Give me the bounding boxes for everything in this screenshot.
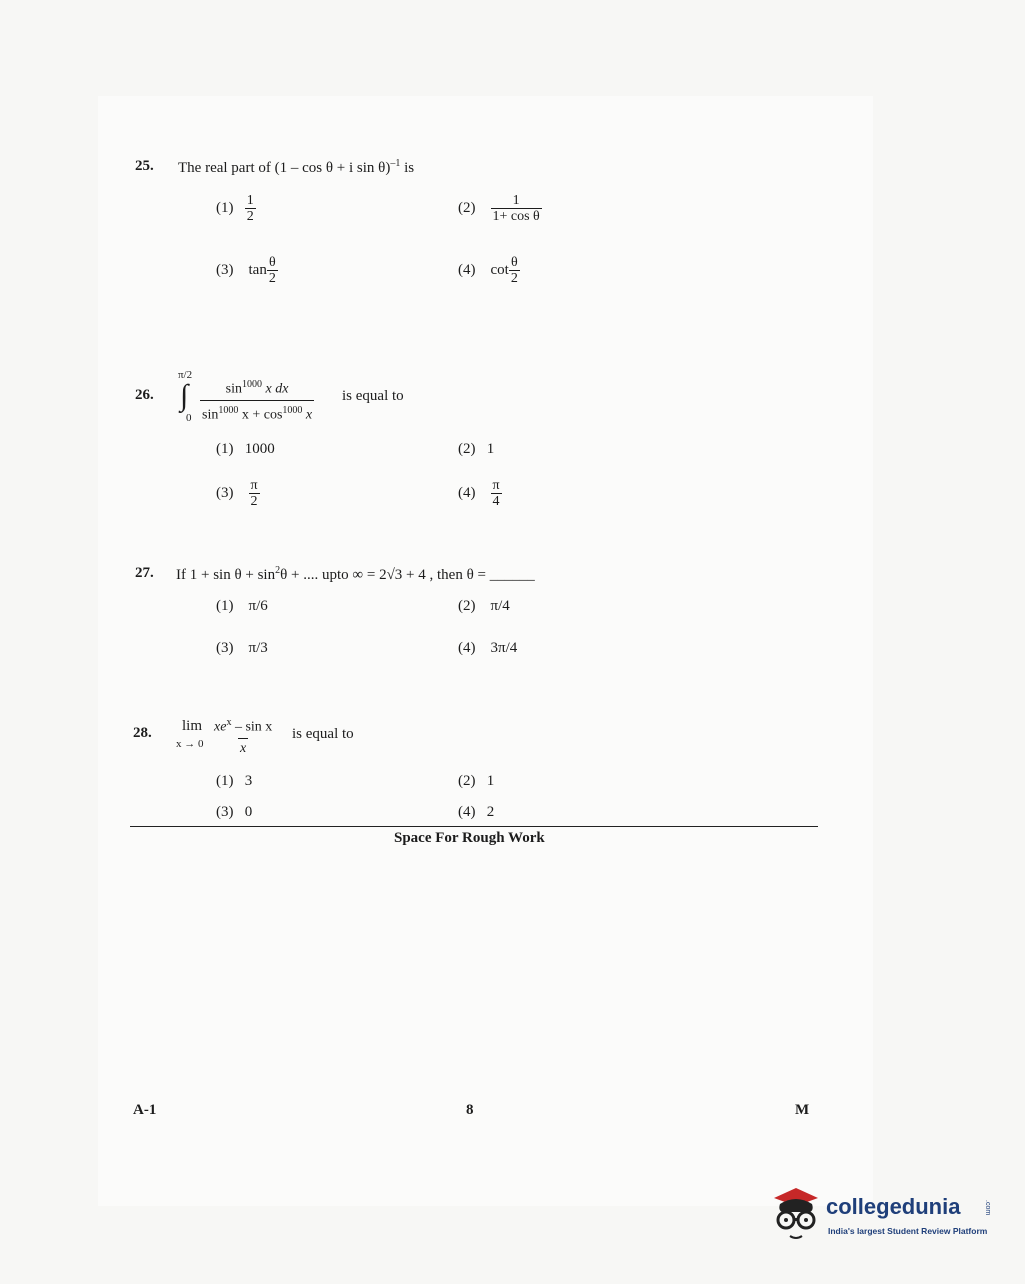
fraction: $\frac{\theta}{2}$ (510, 255, 518, 286)
option-3 (216, 640, 268, 657)
option-2 (458, 773, 494, 790)
question-number: 26. (135, 387, 154, 403)
option-1 (216, 441, 275, 458)
option-value: π/3 (248, 640, 268, 656)
option-value: 1 (486, 441, 495, 457)
option-label: (1) (216, 441, 234, 457)
logo-name: collegedunia (826, 1194, 961, 1219)
stem-text-end: is (400, 160, 415, 176)
question-number: 27. (135, 565, 154, 581)
question-stem: If $1 + \sin \theta + \sin^2\theta$ + .... upto ∞ = 2√3 + 4 , then θ = ______ (176, 565, 535, 583)
footer-page-number: 8 (466, 1102, 474, 1118)
option-value: 1 (486, 773, 495, 789)
stem-text: The real part of (1 – cos θ + i sin θ) (178, 160, 391, 176)
option-label: (1) (216, 199, 234, 216)
option-4 (458, 640, 517, 657)
option-label: (4) (458, 261, 476, 278)
fraction: $\frac{\pi}{2}$ (250, 478, 258, 509)
footer-booklet-code: A-1 (133, 1102, 157, 1118)
stem-superscript: –1 (390, 158, 401, 169)
option-value: π/4 (490, 598, 510, 614)
question-number: 25. (135, 158, 154, 174)
option-value: 3 (244, 773, 253, 789)
integral-sign: ∫ (180, 379, 189, 412)
option-label: (4) (458, 640, 476, 656)
option-label: (2) (458, 598, 476, 614)
option-label: (1) (216, 773, 234, 789)
option-3 (216, 478, 260, 509)
option-label: (2) (458, 773, 476, 789)
option-label: (3) (216, 804, 234, 820)
integral-upper-limit: π/2 (178, 369, 193, 381)
option-label: (2) (458, 441, 476, 457)
option-2 (458, 598, 510, 615)
option-value: 3π/4 (490, 640, 518, 656)
option-1 (216, 598, 268, 615)
logo-com: .com (984, 1200, 991, 1216)
option-value: 0 (244, 804, 253, 820)
integral-lower-limit: 0 (186, 412, 192, 424)
option-4 (458, 478, 502, 509)
limit-subscript: x → 0 (176, 738, 204, 750)
integrand-fraction: $\frac{\sin^{1000} x dx}{\sin^{1000} x + \cos^{1000} x}$ (200, 375, 314, 425)
fraction: $\frac{1}{2}$ (246, 193, 254, 224)
option-label: (3) (216, 640, 234, 656)
option-4 (458, 255, 520, 286)
logo-tagline: India's largest Student Review Platform (828, 1226, 988, 1236)
fraction: $\frac{1}{\text{1+ cos θ}}$ (492, 193, 540, 224)
option-label: (2) (458, 199, 476, 216)
rough-work-label: Space For Rough Work (394, 830, 545, 846)
option-3 (216, 804, 252, 821)
question-number: 28. (133, 725, 152, 741)
option-value: 1000 (244, 441, 275, 457)
option-label: (4) (458, 804, 476, 820)
option-1 (216, 773, 252, 790)
fraction: $\frac{\pi}{4}$ (492, 478, 500, 509)
option-value: π/6 (248, 598, 268, 614)
footer-series: M (795, 1102, 810, 1118)
limit-operator: lim (182, 718, 203, 734)
collegedunia-logo (766, 1180, 1002, 1250)
question-stem (178, 158, 414, 177)
option-1 (216, 193, 256, 224)
question-stem-end: is equal to (342, 388, 404, 404)
option-label: (3) (216, 261, 234, 278)
function-name: cot (490, 261, 509, 278)
option-3 (216, 255, 278, 286)
rough-work-divider (130, 826, 818, 827)
option-2 (458, 441, 494, 458)
option-label: (3) (216, 484, 234, 501)
function-name: tan (248, 261, 267, 278)
fraction: $\frac{\theta}{2}$ (268, 255, 276, 286)
limit-fraction: $xe^x$ – sin x x (212, 713, 274, 759)
question-stem-end: is equal to (292, 726, 354, 742)
option-label: (1) (216, 598, 234, 614)
mascot-icon (766, 1180, 826, 1244)
option-4 (458, 804, 494, 821)
option-2 (458, 193, 542, 224)
option-label: (4) (458, 484, 476, 501)
option-value: 2 (486, 804, 495, 820)
